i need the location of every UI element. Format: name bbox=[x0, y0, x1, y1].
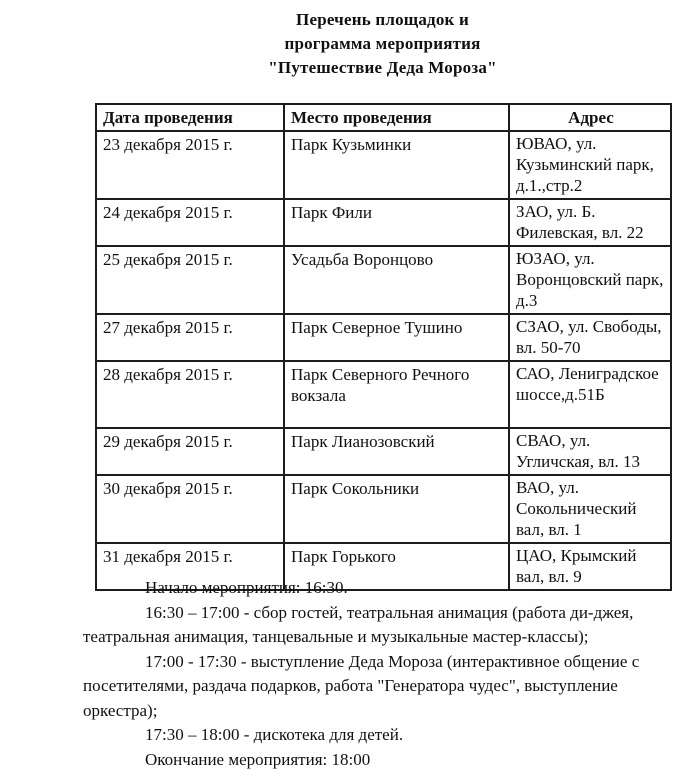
table-row bbox=[96, 361, 671, 428]
cell-address: САО, Лениградское шоссе,д.51Б bbox=[509, 361, 671, 428]
table-row bbox=[96, 246, 671, 314]
column-header-address: Адрес bbox=[509, 104, 671, 131]
cell-address: ВАО, ул. Сокольнический вал, вл. 1 bbox=[509, 475, 671, 543]
program-paragraph: Окончание мероприятия: 18:00 bbox=[145, 749, 371, 769]
table-header-row bbox=[96, 104, 671, 131]
cell-date: 28 декабря 2015 г. bbox=[96, 361, 284, 428]
program-paragraph: Начало мероприятия: 16:30. bbox=[145, 578, 348, 597]
cell-place: Усадьба Воронцово bbox=[284, 246, 509, 314]
cell-place: Парк Северного Речного вокзала bbox=[284, 361, 509, 428]
cell-place: Парк Северное Тушино bbox=[284, 314, 509, 361]
column-header-date: Дата проведения bbox=[96, 104, 284, 131]
cell-address: ЦАО, Крымский вал, вл. 9 bbox=[509, 543, 671, 590]
cell-date: 31 декабря 2015 г. bbox=[96, 543, 284, 590]
cell-address: СВАО, ул. Угличская, вл. 13 bbox=[509, 428, 671, 475]
cell-place: Парк Сокольники bbox=[284, 475, 509, 543]
table-row bbox=[96, 199, 671, 246]
title-line-2: программа мероприятия bbox=[284, 34, 481, 53]
cell-date: 27 декабря 2015 г. bbox=[96, 314, 284, 361]
program-paragraph: 17:00 - 17:30 - выступление Деда Мороза (интерактивное общение с посетителями, раздача подарков, работа "Генератора чудес", выступление оркестра); bbox=[83, 651, 640, 720]
table-row bbox=[96, 428, 671, 475]
cell-date: 24 декабря 2015 г. bbox=[96, 199, 284, 246]
cell-address: ЗАО, ул. Б. Филевская, вл. 22 bbox=[509, 199, 671, 246]
cell-address: ЮЗАО, ул. Воронцовский парк, д.3 bbox=[509, 246, 671, 314]
schedule-table-body bbox=[96, 131, 671, 590]
program-text-block bbox=[83, 576, 645, 770]
cell-place: Парк Фили bbox=[284, 199, 509, 246]
title-line-3: "Путешествие Деда Мороза" bbox=[268, 58, 497, 77]
program-paragraph: 17:30 – 18:00 - дискотека для детей. bbox=[145, 725, 404, 744]
event-schedule-table bbox=[95, 103, 672, 591]
cell-date: 25 декабря 2015 г. bbox=[96, 246, 284, 314]
table-row bbox=[96, 131, 671, 199]
table-row bbox=[96, 314, 671, 361]
cell-place: Парк Горького bbox=[284, 543, 509, 590]
table-row bbox=[96, 475, 671, 543]
cell-date: 30 декабря 2015 г. bbox=[96, 475, 284, 543]
cell-address: ЮВАО, ул. Кузьминский парк, д.1.,стр.2 bbox=[509, 131, 671, 199]
cell-address: СЗАО, ул. Свободы, вл. 50-70 bbox=[509, 314, 671, 361]
cell-place: Парк Кузьминки bbox=[284, 131, 509, 199]
program-paragraph: 16:30 – 17:00 - сбор гостей, театральная анимация (работа ди-джея, театральная анимация, танцевальные и музыкальные мастер-классы); bbox=[83, 602, 634, 646]
cell-place: Парк Лианозовский bbox=[284, 428, 509, 475]
column-header-place: Место проведения bbox=[284, 104, 509, 131]
cell-date: 29 декабря 2015 г. bbox=[96, 428, 284, 475]
cell-date: 23 декабря 2015 г. bbox=[96, 131, 284, 199]
document-title bbox=[95, 8, 670, 80]
title-line-1: Перечень площадок и bbox=[296, 10, 469, 29]
